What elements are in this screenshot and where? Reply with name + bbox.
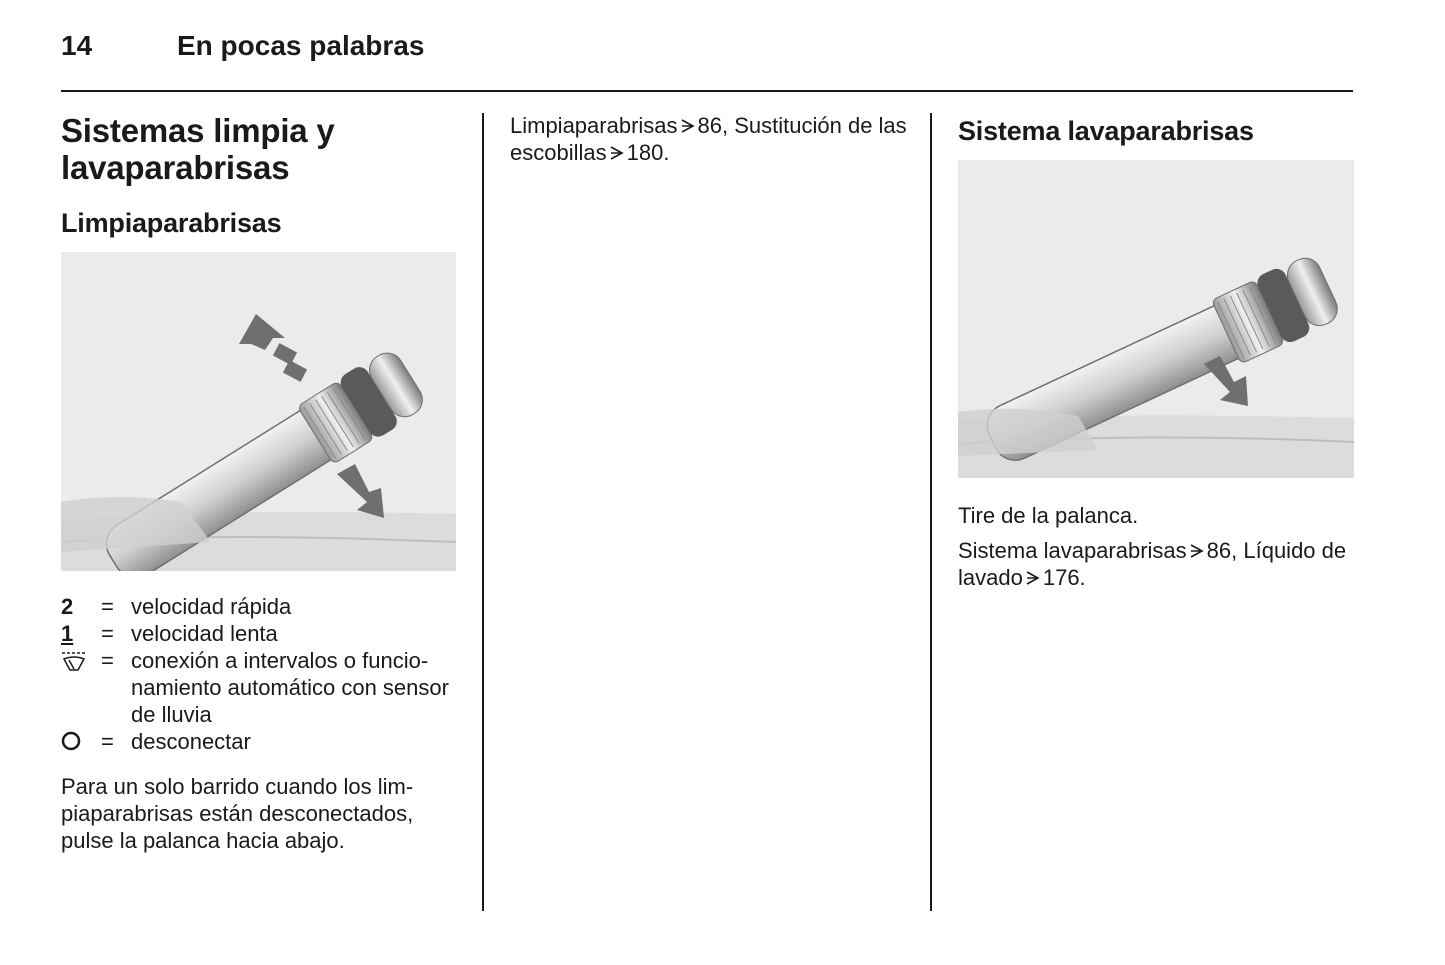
legend-text: velocidad lenta (131, 621, 278, 646)
legend-row (61, 728, 457, 755)
page-reference-arrow-icon (1189, 542, 1205, 560)
wiper-stalk-illustration (61, 252, 456, 571)
body-paragraph: Tire de la palanca. (958, 503, 1139, 528)
legend-eq: = (101, 594, 114, 619)
column-1 (61, 112, 457, 854)
legend-eq: = (101, 648, 114, 673)
interval-wiper-icon (61, 647, 101, 728)
page-reference-arrow-icon (1025, 569, 1041, 587)
legend-eq: = (101, 729, 114, 754)
legend (61, 593, 457, 755)
legend-text: velocidad rápida (131, 594, 292, 619)
legend-text: desconectar (131, 729, 251, 754)
legend-eq: = (101, 621, 114, 646)
running-title: En pocas palabras (177, 30, 425, 61)
page-reference-arrow-icon (680, 117, 696, 135)
cross-reference-paragraph (958, 537, 1354, 591)
header-rule (61, 90, 1353, 92)
legend-key: 2 (61, 594, 74, 619)
ref-page[interactable]: 86, Sustitución de las escobillas (510, 113, 907, 165)
washer-stalk-illustration (958, 160, 1354, 478)
ref-page[interactable]: 176. (1042, 565, 1086, 590)
legend-row (61, 593, 457, 620)
page-reference-arrow-icon (609, 144, 625, 162)
column-divider-1 (482, 113, 484, 911)
legend-row (61, 620, 457, 647)
body-paragraph: Para un solo barrido cuando los limpiaparabrisas están desconectados, pulse la palanca hacia abajo. (61, 774, 414, 853)
ref-page[interactable]: 180. (626, 140, 670, 165)
page-header (61, 30, 1353, 70)
ref-page[interactable]: 86, Líquido de lavado (958, 538, 1347, 590)
subsection-heading: Limpiaparabrisas (61, 208, 282, 238)
ref-text: Sistema lavaparabrisas (958, 538, 1187, 563)
legend-key: 1 (61, 621, 74, 646)
legend-row (61, 647, 457, 728)
off-circle-icon (61, 728, 101, 755)
legend-text: conexión a intervalos o funcionamiento automático con sensor de lluvia (131, 648, 449, 727)
column-3 (958, 112, 1354, 591)
column-divider-2 (930, 113, 932, 911)
section-heading: Sistemas limpia y lavaparabrisas (61, 112, 335, 186)
page-number: 14 (61, 30, 93, 61)
cross-reference-paragraph (510, 112, 910, 166)
column-2 (510, 112, 910, 166)
ref-text: Limpiaparabrisas (510, 113, 678, 138)
subsection-heading: Sistema lavaparabrisas (958, 116, 1254, 146)
